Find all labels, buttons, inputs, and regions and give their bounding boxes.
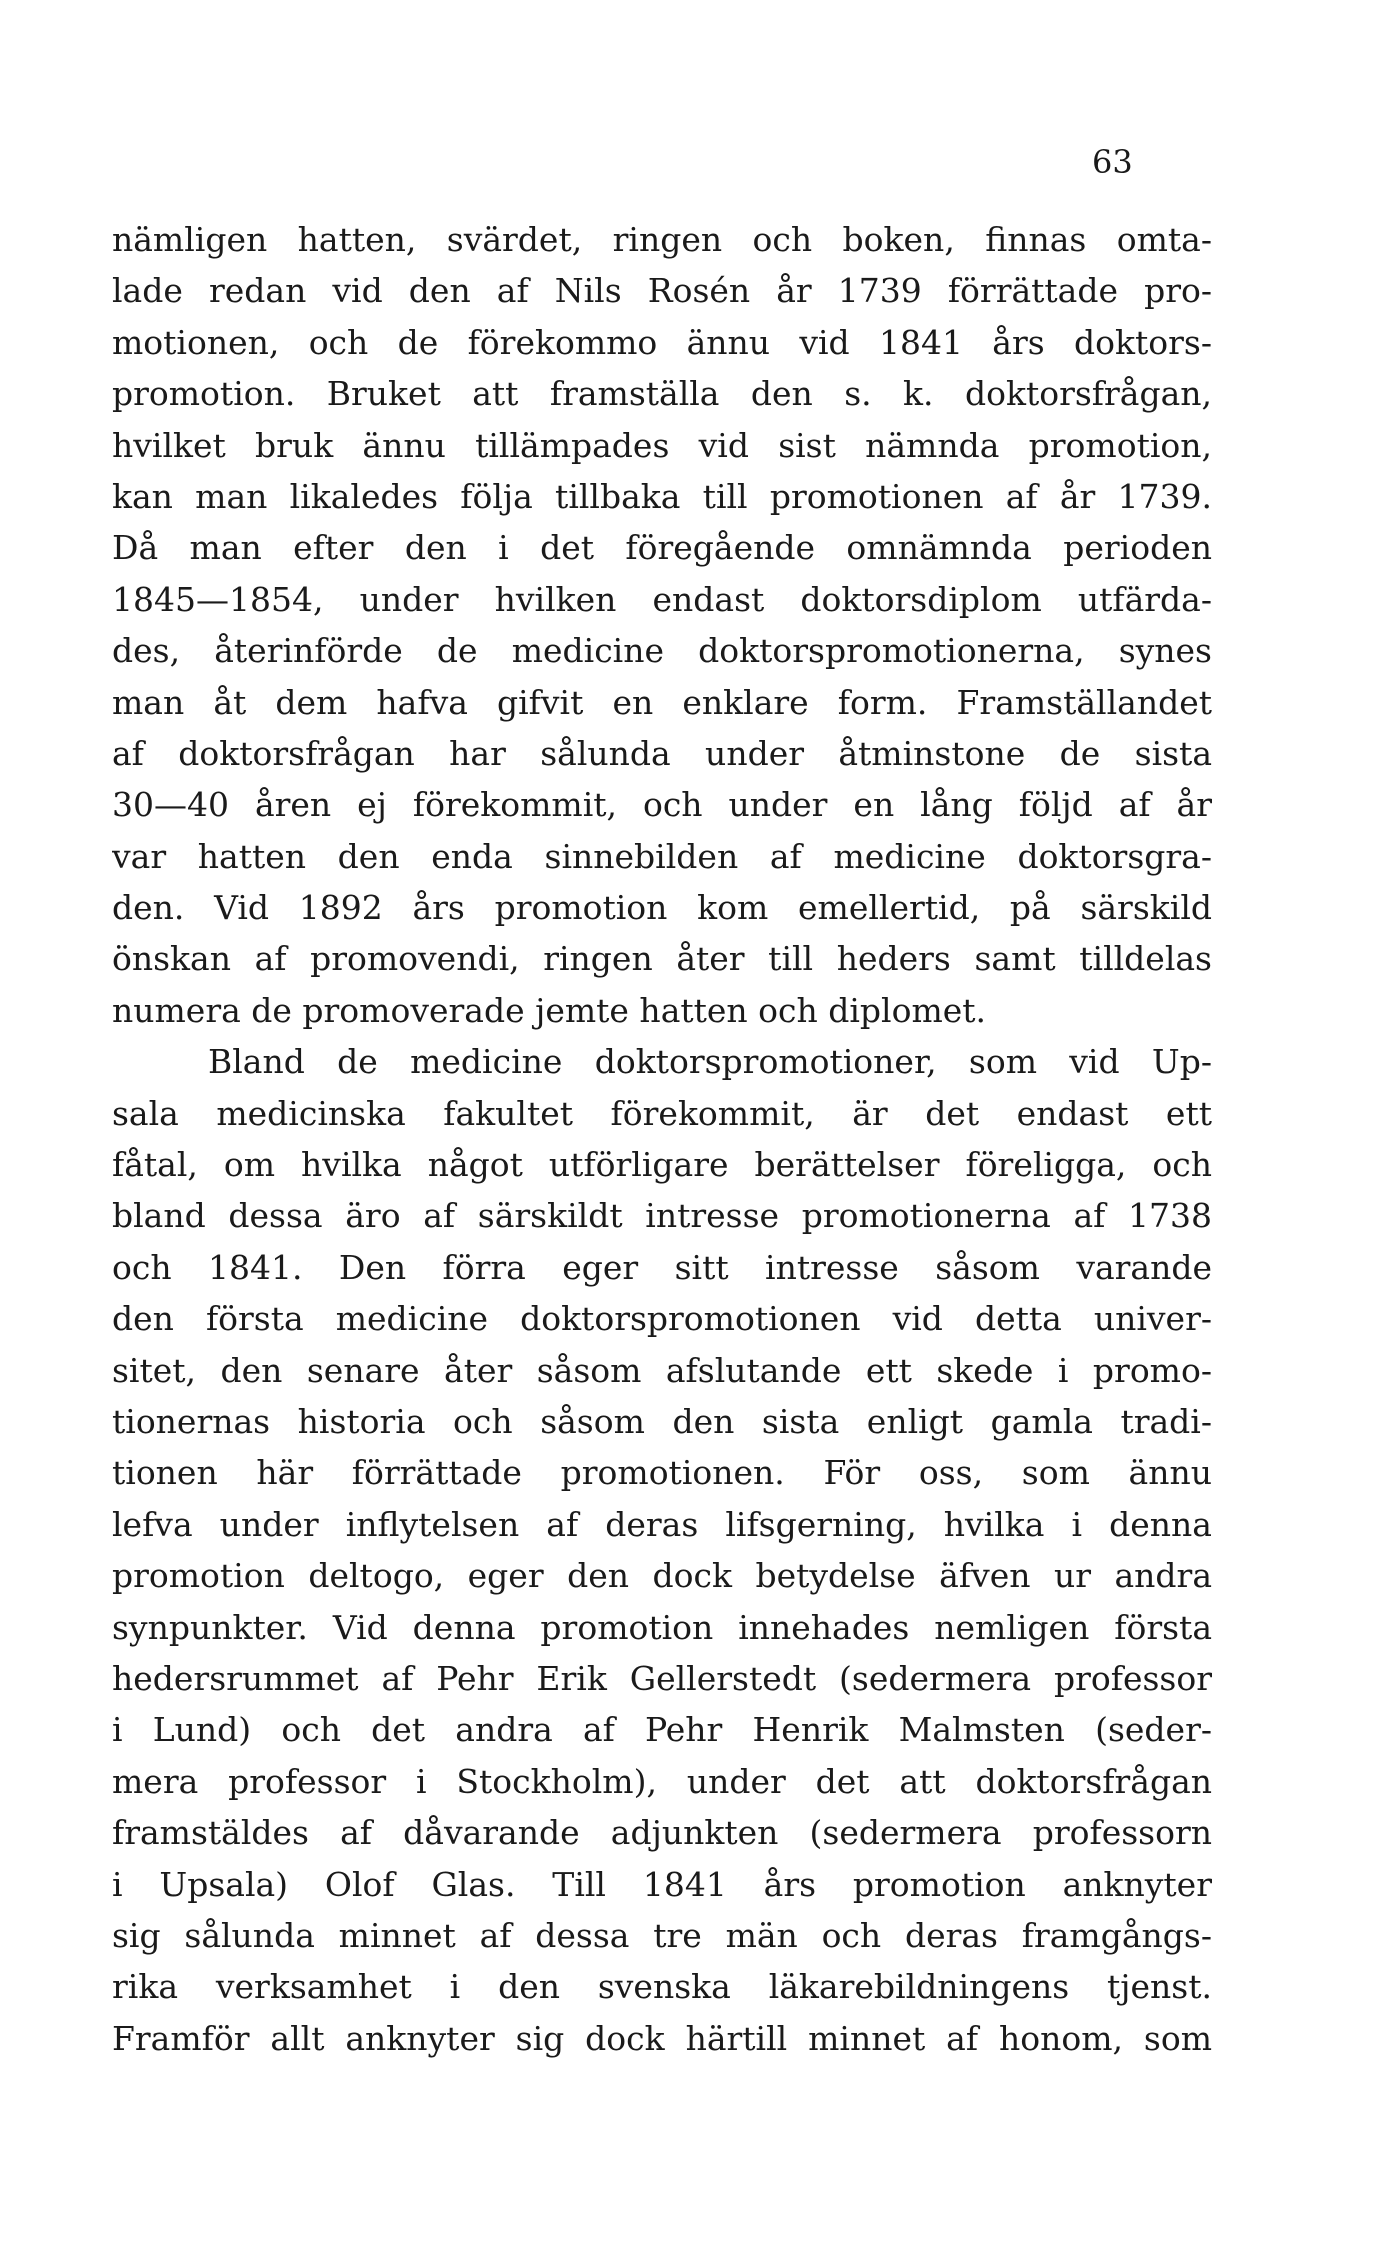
text-line: 1845—1854, under hvilken endast doktorsdiplom utfärda- bbox=[112, 579, 1212, 619]
text-line: rika verksamhet i den svenska läkarebildningens tjenst. bbox=[112, 1967, 1212, 2007]
text-line: den. Vid 1892 års promotion kom emellertid, på särskild bbox=[112, 888, 1212, 928]
text-line: bland dessa äro af särskildt intresse promotionerna af 1738 bbox=[112, 1196, 1212, 1236]
text-line: nämligen hatten, svärdet, ringen och boken, finnas omta- bbox=[112, 220, 1212, 259]
text-line: i Lund) och det andra af Pehr Henrik Malmsten (seder- bbox=[112, 1710, 1212, 1750]
text-line: des, återinförde de medicine doktorspromotionerna, synes bbox=[112, 631, 1212, 671]
text-line: fåtal, om hvilka något utförligare berättelser föreligga, och bbox=[112, 1145, 1212, 1185]
text-line: mera professor i Stockholm), under det att doktorsfrågan bbox=[112, 1761, 1212, 1801]
text-line: synpunkter. Vid denna promotion innehades nemligen första bbox=[112, 1607, 1212, 1647]
text-line: man åt dem hafva gifvit en enklare form. Framställandet bbox=[112, 682, 1212, 722]
text-line: lefva under inflytelsen af deras lifsgerning, hvilka i denna bbox=[112, 1504, 1212, 1544]
text-line: kan man likaledes följa tillbaka till promotionen af år 1739. bbox=[112, 476, 1212, 516]
text-line: motionen, och de förekommo ännu vid 1841 års doktors- bbox=[112, 322, 1212, 362]
body-text bbox=[112, 214, 1212, 2064]
text-line: framstäldes af dåvarande adjunkten (sedermera professorn bbox=[112, 1813, 1212, 1853]
text-line: tionen här förrättade promotionen. För oss, som ännu bbox=[112, 1453, 1212, 1493]
text-line: promotion. Bruket att framställa den s. k. doktorsfrågan, bbox=[112, 374, 1212, 414]
text-line: Då man efter den i det föregående omnämnda perioden bbox=[112, 528, 1212, 568]
text-line: hvilket bruk ännu tillämpades vid sist nämnda promotion, bbox=[112, 425, 1212, 465]
text-line: sala medicinska fakultet förekommit, är det endast ett bbox=[112, 1093, 1212, 1133]
text-line: lade redan vid den af Nils Rosén år 1739 förrättade pro- bbox=[112, 271, 1212, 311]
text-line: 30—40 åren ej förekommit, och under en lång följd af år bbox=[112, 785, 1212, 825]
text-line: tionernas historia och såsom den sista enligt gamla tradi- bbox=[112, 1401, 1212, 1441]
text-line: af doktorsfrågan har sålunda under åtminstone de sista bbox=[112, 733, 1212, 773]
text-line: Framför allt anknyter sig dock härtill minnet af honom, som bbox=[112, 2018, 1212, 2058]
text-line: Bland de medicine doktorspromotioner, som vid Up- bbox=[208, 1042, 1212, 1082]
text-line: den första medicine doktorspromotionen vid detta univer- bbox=[112, 1299, 1212, 1339]
text-line: promotion deltogo, eger den dock betydelse äfven ur andra bbox=[112, 1556, 1212, 1596]
page-number: 63 bbox=[1092, 143, 1133, 181]
text-line: numera de promoverade jemte hatten och diplomet. bbox=[112, 990, 987, 1030]
text-line: och 1841. Den förra eger sitt intresse såsom varande bbox=[112, 1247, 1212, 1287]
text-line: hedersrummet af Pehr Erik Gellerstedt (sedermera professor bbox=[112, 1658, 1212, 1698]
text-line: sitet, den senare åter såsom afslutande ett skede i promo- bbox=[112, 1350, 1212, 1390]
text-line: önskan af promovendi, ringen åter till heders samt tilldelas bbox=[112, 939, 1212, 979]
text-line: var hatten den enda sinnebilden af medicine doktorsgra- bbox=[112, 836, 1212, 876]
text-line: i Upsala) Olof Glas. Till 1841 års promotion anknyter bbox=[112, 1864, 1212, 1904]
text-line: sig sålunda minnet af dessa tre män och deras framgångs- bbox=[112, 1915, 1212, 1955]
